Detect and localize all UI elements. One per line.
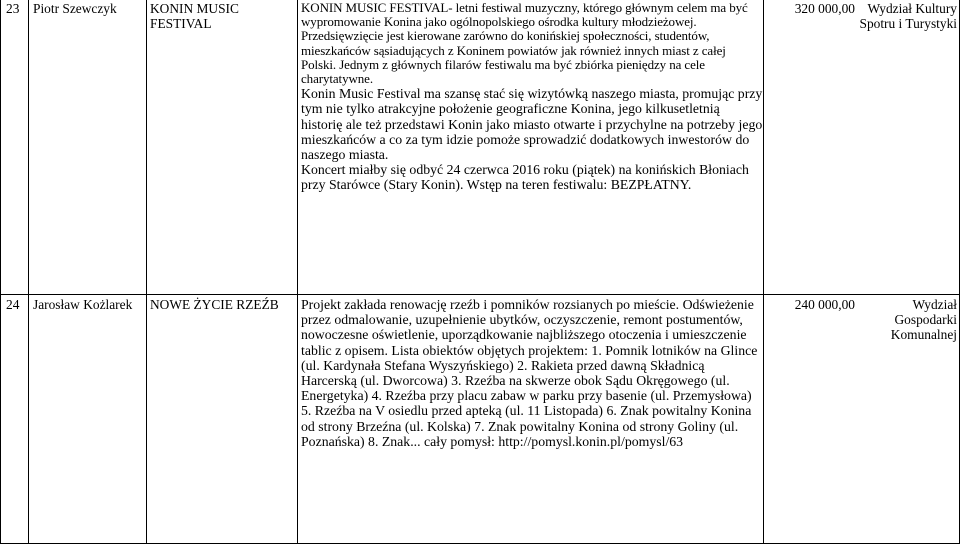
- author-name: Jarosław Kożlarek: [33, 297, 133, 312]
- column-divider: [28, 0, 29, 544]
- project-description: [301, 1, 763, 193]
- row-number: 24: [6, 297, 20, 312]
- description-paragraph: KONIN MUSIC FESTIVAL- letni festiwal muzyczny, którego głównym celem ma być wypromowanie Konina jako ogólnopolskiego ośrodka kultury młodzieżowej. Przedsięwzięcie jest kierowane zarówno do konińskiej społeczności, studentów, mieszkańców sąsiadujących z Koninem powiatów jak również innych miast z całej Polski. Jednym z głównych filarów festiwalu ma być zbiórka pieniędzy na cele charytatywne.: [301, 0, 748, 87]
- amount-value: 320 000,00: [794, 1, 855, 16]
- project-title: KONIN MUSIC FESTIVAL: [150, 1, 239, 31]
- department-name: Wydział Gospodarki Komunalnej: [890, 297, 957, 342]
- row-divider: [0, 294, 960, 295]
- amount-value: 240 000,00: [794, 297, 855, 312]
- project-title: NOWE ŻYCIE RZEŹB: [150, 297, 279, 312]
- description-paragraph: Konin Music Festival ma szansę stać się wizytówką naszego miasta, promując przy tym nie tylko atrakcyjne położenie geograficzne Konina, jego kilkusetletnią historię ale też przedstawi Konin jako miasto otwarte i przychylne na potrzeby jego mieszkańców a co za tym idzie pomoże sprowadzić dodatkowych inwestorów do naszego miasta.: [301, 86, 763, 163]
- column-divider: [0, 0, 1, 544]
- column-divider: [763, 0, 764, 544]
- description-paragraph: Projekt zakłada renowację rzeźb i pomników rozsianych po mieście. Odświeżenie przez odmalowanie, uzupełnienie ubytków, oczyszczenie, remont postumentów, nowoczesne oświetlenie, uporządkowanie najbliższego otoczenia i umieszczenie tablic z opisem. Lista obiektów objętych projektem: 1. Pomnik lotników na Glince (ul. Kardynała Stefana Wyszyńskiego) 2. Rakieta przed dawną Składnicą Harcerską (ul. Dworcowa) 3. Rzeźba na skwerze obok Sądu Okręgowego (ul. Energetyka) 4. Rzeźba przy placu zabaw w parku przy basenie (ul. Przemysłowa) 5. Rzeźba na V osiedlu przed apteką (ul. 11 Listopada) 6. Znak powitalny Konina od strony Brzeźna (ul. Kolska) 7. Znak powitalny Konina od strony Goliny (ul. Poznańska) 8. Znak... cały pomysł: http://pomysl.konin.pl/pomysl/63: [301, 297, 758, 449]
- row-number: 23: [6, 1, 20, 16]
- column-divider: [146, 0, 147, 544]
- column-divider: [297, 0, 298, 544]
- author-name: Piotr Szewczyk: [33, 1, 117, 16]
- project-description: [301, 297, 763, 449]
- description-paragraph: Koncert miałby się odbyć 24 czerwca 2016 roku (piątek) na konińskich Błoniach przy Starówce (Stary Konin). Wstęp na teren festiwalu: BEZPŁATNY.: [301, 162, 749, 193]
- department-name: Wydział Kultury Spotru i Turystyki: [859, 1, 957, 31]
